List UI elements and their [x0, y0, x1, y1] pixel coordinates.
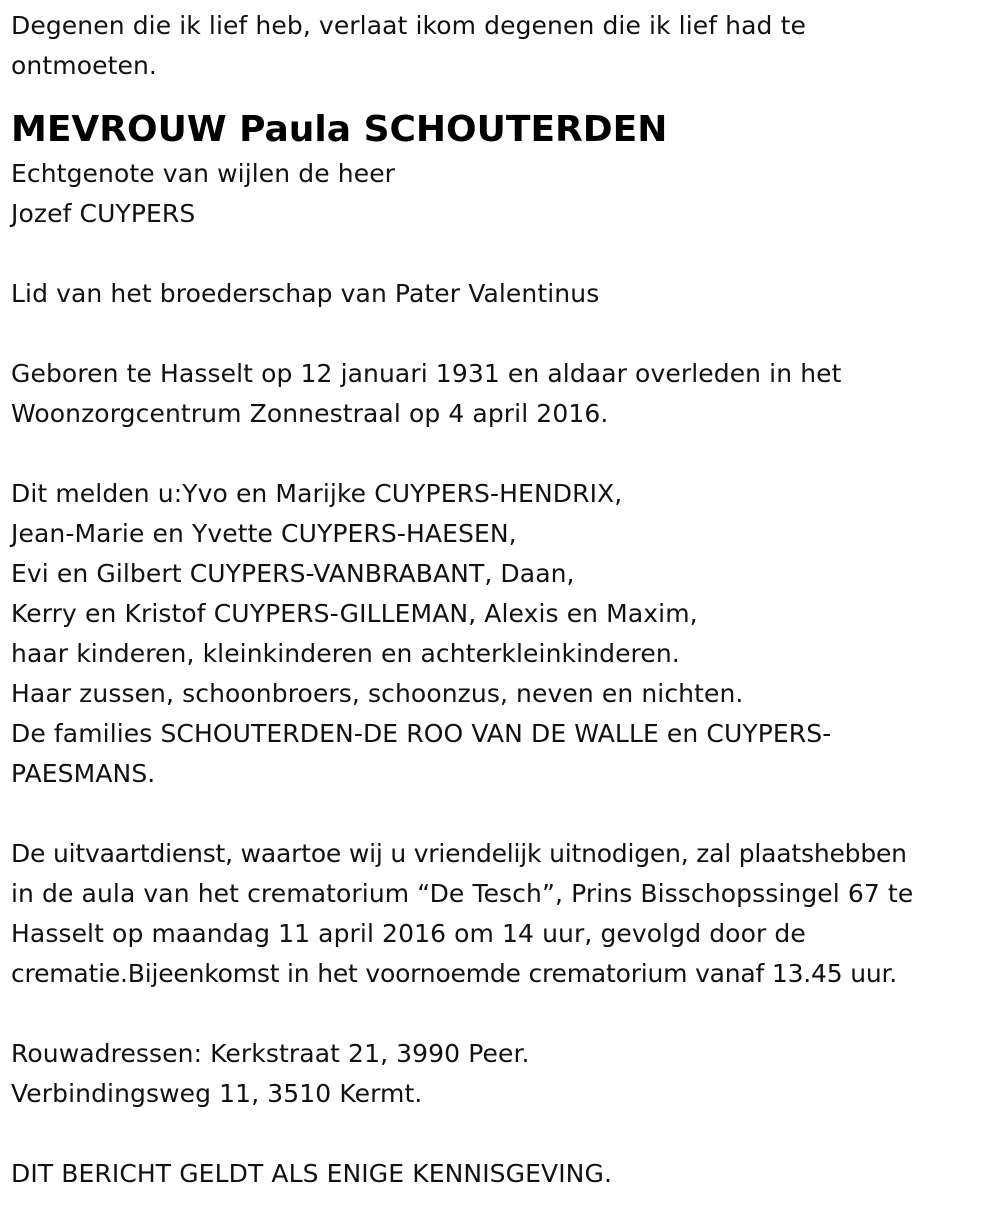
deceased-name-heading: MEVROUW Paula SCHOUTERDEN [11, 109, 668, 150]
funeral-line-4: crematie.Bijeenkomst in het voornoemde crematorium vanaf 13.45 uur. [11, 959, 898, 988]
family-line-6: Haar zussen, schoonbroers, schoonzus, neven en nichten. [11, 679, 744, 708]
spouse-section [11, 154, 990, 234]
spouse-line-2: Jozef CUYPERS [11, 199, 196, 228]
family-line-4: Kerry en Kristof CUYPERS-GILLEMAN, Alexis en Maxim, [11, 599, 698, 628]
spouse-line-1: Echtgenote van wijlen de heer [11, 159, 396, 188]
family-line-1: Dit melden u:Yvo en Marijke CUYPERS-HENDRIX, [11, 479, 623, 508]
notice-text: DIT BERICHT GELDT ALS ENIGE KENNISGEVING. [11, 1159, 612, 1188]
spacer [11, 434, 990, 474]
spacer [11, 1114, 990, 1154]
birth-death-section [11, 354, 990, 434]
quote-line-2: ontmoeten. [11, 51, 157, 80]
address-line-1: Rouwadressen: Kerkstraat 21, 3990 Peer. [11, 1039, 530, 1068]
birth-death-line-1: Geboren te Hasselt op 12 januari 1931 en aldaar overleden in het [11, 359, 842, 388]
membership-text: Lid van het broederschap van Pater Valentinus [11, 279, 600, 308]
birth-death-line-2: Woonzorgcentrum Zonnestraal op 4 april 2016. [11, 399, 609, 428]
spacer [11, 994, 990, 1034]
funeral-section [11, 834, 990, 994]
family-line-8: PAESMANS. [11, 759, 156, 788]
spacer [11, 234, 990, 274]
family-line-2: Jean-Marie en Yvette CUYPERS-HAESEN, [11, 519, 517, 548]
quote-line-1: Degenen die ik lief heb, verlaat ikom degenen die ik lief had te [11, 11, 806, 40]
family-line-3: Evi en Gilbert CUYPERS-VANBRABANT, Daan, [11, 559, 575, 588]
family-section [11, 474, 990, 794]
opening-quote [11, 6, 990, 86]
spacer [11, 314, 990, 354]
spacer [11, 794, 990, 834]
funeral-line-1: De uitvaartdienst, waartoe wij u vriendelijk uitnodigen, zal plaatshebben [11, 839, 907, 868]
address-line-2: Verbindingsweg 11, 3510 Kermt. [11, 1079, 423, 1108]
funeral-line-3: Hasselt op maandag 11 april 2016 om 14 uur, gevolgd door de [11, 919, 806, 948]
funeral-line-2: in de aula van het crematorium “De Tesch”, Prins Bisschopssingel 67 te [11, 879, 914, 908]
family-line-7: De families SCHOUTERDEN-DE ROO VAN DE WALLE en CUYPERS- [11, 719, 832, 748]
addresses-section [11, 1034, 990, 1114]
family-line-5: haar kinderen, kleinkinderen en achterkleinkinderen. [11, 639, 680, 668]
